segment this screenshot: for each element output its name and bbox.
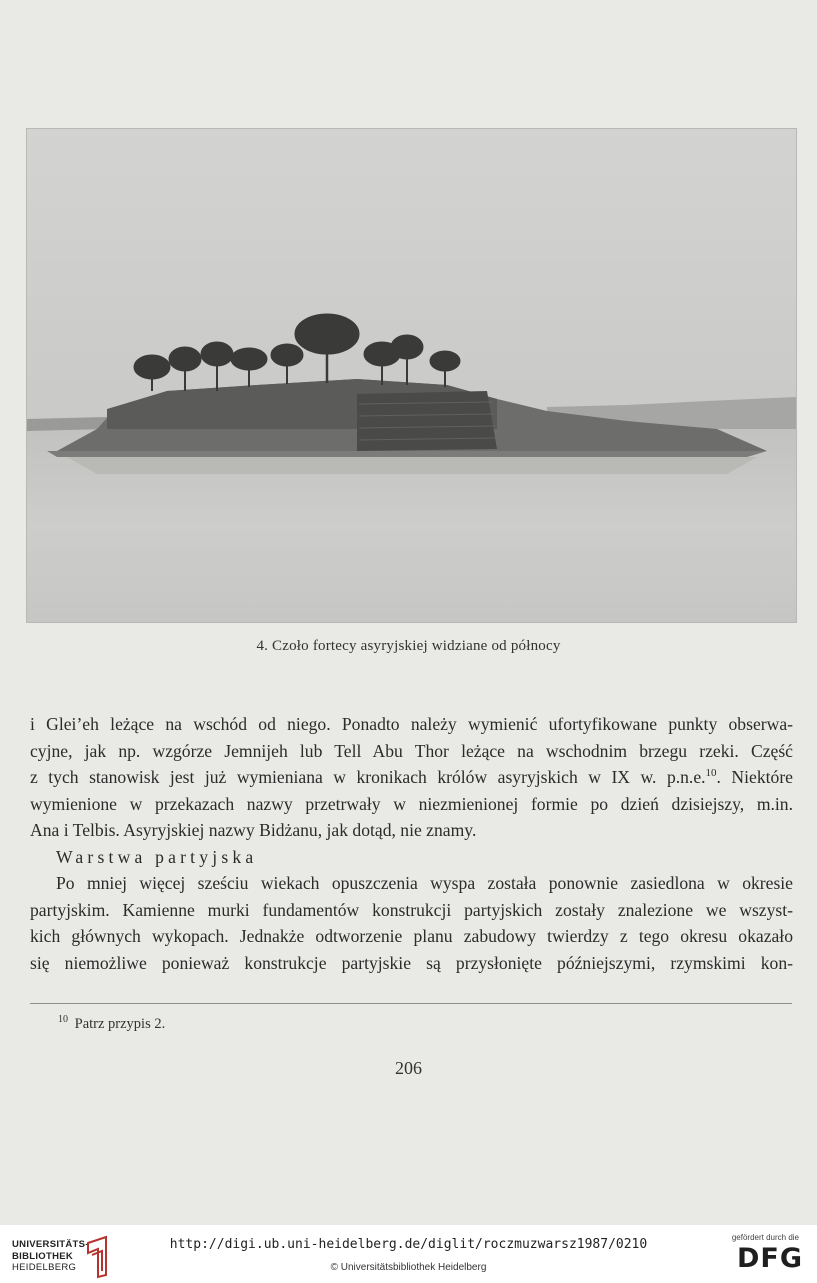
text-line: wymienione w przekazach nazwy przetrwały w niezmienionej formie po dzień dzisiejszy, m.in. xyxy=(30,793,793,814)
body-text xyxy=(30,711,793,976)
text-line-part: . Niektóre xyxy=(716,767,793,787)
document-url-link[interactable]: http://digi.ub.uni-heidelberg.de/diglit/roczmuzwarsz1987/0210 xyxy=(169,1237,648,1252)
text-line: i Glei’eh leżące na wschód od niego. Ponadto należy wymienić ufortyfikowane punkty obserwa- xyxy=(30,714,793,734)
text-line: cyjne, jak np. wzgórze Jemnijeh lub Tell Abu Thor leżące na wschodnim brzegu rzeki. Część xyxy=(30,740,793,761)
text-line: kich głównych wykopach. Jednakże odtworzenie planu zabudowy twierdzy z tego okresu okazało xyxy=(30,926,793,946)
section-heading: Warstwa partyjska xyxy=(56,846,258,867)
text-line: się niemożliwe ponieważ konstrukcje partyjskie są przysłonięte późniejszymi, rzymskimi kon- xyxy=(30,952,793,973)
library-name-line3: HEIDELBERG xyxy=(12,1262,77,1273)
dfg-logo[interactable]: DFG xyxy=(736,1243,803,1274)
footnote-reference[interactable]: 10 xyxy=(705,767,717,779)
funder-note: gefördert durch die xyxy=(731,1233,799,1242)
figure-caption: 4. Czoło fortecy asyryjskiej widziane od północy xyxy=(256,638,561,654)
footnote xyxy=(58,1016,165,1033)
fortress-photograph xyxy=(26,128,797,623)
footnote-text: Patrz przypis 2. xyxy=(74,1016,166,1032)
text-line: Ana i Telbis. Asyryjskiej nazwy Bidżanu, jak dotąd, nie znamy. xyxy=(30,820,477,840)
text-line: partyjskim. Kamienne murki fundamentów konstrukcji partyjskich zostały znalezione we wszyst- xyxy=(30,899,793,920)
page-number: 206 xyxy=(395,1058,422,1078)
footnote-number: 10 xyxy=(58,1014,68,1025)
digitization-footer xyxy=(0,1225,817,1283)
text-line-part: z tych stanowisk jest już wymieniana w kronikach królów asyryjskich w IX w. p.n.e. xyxy=(30,767,706,787)
library-name-line1: UNIVERSITÄTS- xyxy=(12,1239,89,1250)
text-line-with-footnote xyxy=(30,764,793,791)
footnote-divider xyxy=(30,1003,792,1004)
text-line: Po mniej więcej sześciu wiekach opuszczenia wyspa została ponownie zasiedlona w okresie xyxy=(56,873,793,893)
library-name-line2: BIBLIOTHEK xyxy=(12,1250,74,1262)
island-photo-image xyxy=(27,129,796,622)
copyright-notice: © Universitätsbibliothek Heidelberg xyxy=(330,1262,487,1273)
